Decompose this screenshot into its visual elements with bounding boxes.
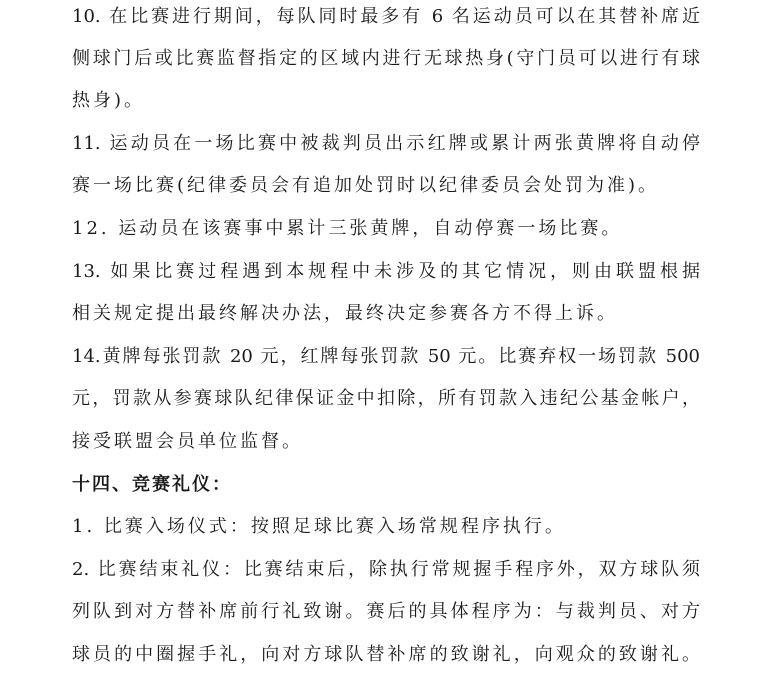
rule-14-line-3: 接受联盟会员单位监督。: [72, 431, 303, 452]
rule-10-line-2: 侧球门后或比赛监督指定的区域内进行无球热身(守门员可以进行有球: [72, 48, 700, 69]
rule-11-line-1: 11. 运动员在一场比赛中被裁判员出示红牌或累计两张黄牌将自动停: [72, 133, 700, 154]
etiquette-2-line-1: 2. 比赛结束礼仪：比赛结束后，除执行常规握手程序外，双方球队须: [72, 559, 700, 580]
etiquette-2-line-2: 列队到对方替补席前行礼致谢。赛后的具体程序为：与裁判员、对方: [72, 601, 700, 622]
rule-14-line-2: 元，罚款从参赛球队纪律保证金中扣除，所有罚款入违纪公基金帐户，: [72, 388, 700, 409]
etiquette-2-line-3: 球员的中圈握手礼，向对方球队替补席的致谢礼，向观众的致谢礼。: [72, 644, 700, 665]
rule-10-line-3: 热身)。: [72, 90, 146, 111]
rule-13-line-1: 13. 如果比赛过程遇到本规程中未涉及的其它情况，则由联盟根据: [72, 261, 700, 282]
etiquette-1-line-1: 1. 比赛入场仪式：按照足球比赛入场常规程序执行。: [72, 516, 566, 537]
rule-11-line-2: 赛一场比赛(纪律委员会有追加处罚时以纪律委员会处罚为准)。: [72, 175, 660, 196]
rule-13-line-2: 相关规定提出最终解决办法，最终决定参赛各方不得上诉。: [72, 303, 618, 324]
rule-12-line-1: 12. 运动员在该赛事中累计三张黄牌，自动停赛一场比赛。: [72, 218, 623, 239]
rule-10-line-1: 10. 在比赛进行期间，每队同时最多有 6 名运动员可以在其替补席近: [72, 6, 700, 27]
section-heading: 十四、竞赛礼仪：: [72, 474, 232, 495]
rule-14-line-1: 14.黄牌每张罚款 20 元，红牌每张罚款 50 元。比赛弃权一场罚款 500: [72, 346, 700, 367]
